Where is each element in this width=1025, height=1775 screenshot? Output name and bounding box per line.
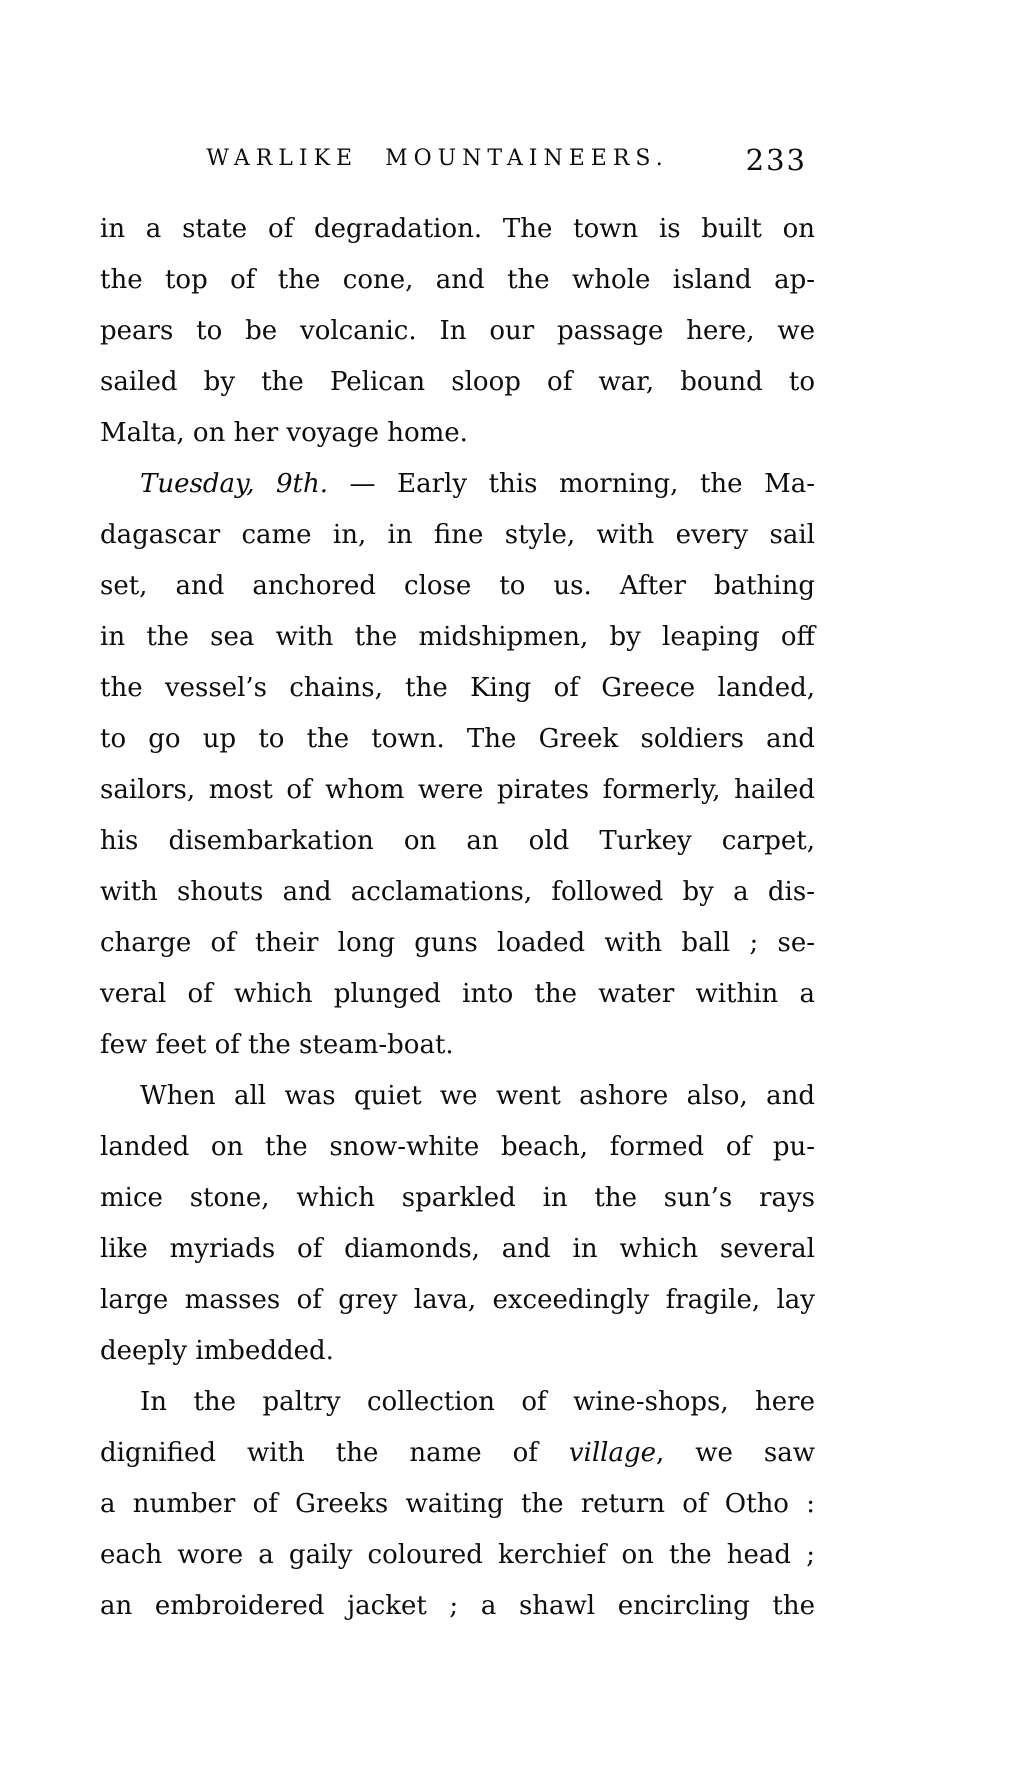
- text-line: [100, 255, 815, 306]
- text-run: — Early this morning, the Ma-: [328, 469, 815, 499]
- text-run: a number of Greeks waiting the return of Otho :: [100, 1489, 815, 1519]
- text-run: large masses of grey lava, exceedingly fragile, lay: [100, 1285, 815, 1315]
- text-run: few feet of the steam-boat.: [100, 1030, 454, 1060]
- text-run: pears to be volcanic. In our passage here, we: [100, 316, 815, 346]
- text-run: sailors, most of whom were pirates formerly, hailed: [100, 775, 815, 805]
- text-run: sailed by the Pelican sloop of war, bound to: [100, 367, 815, 397]
- text-line: [100, 204, 815, 255]
- text-line: [100, 357, 815, 408]
- text-column: [100, 204, 815, 1632]
- text-line: [100, 1275, 815, 1326]
- text-run: to go up to the town. The Greek soldiers and: [100, 724, 815, 754]
- text-line: [100, 1326, 815, 1377]
- text-run: veral of which plunged into the water within a: [100, 979, 815, 1009]
- text-line: [100, 459, 815, 510]
- page-number: 233: [745, 143, 807, 177]
- text-run: landed on the snow-white beach, formed of pu-: [100, 1132, 815, 1162]
- text-line: [100, 663, 815, 714]
- text-line: [100, 1530, 815, 1581]
- text-line: [100, 816, 815, 867]
- text-line: [100, 1377, 815, 1428]
- text-run: his disembarkation on an old Turkey carpet,: [100, 826, 815, 856]
- italic-text-run: village: [568, 1438, 657, 1468]
- text-run: , we saw: [656, 1438, 815, 1468]
- text-run: charge of their long guns loaded with ball ; se-: [100, 928, 815, 958]
- text-run: In the paltry collection of wine-shops, here: [140, 1387, 815, 1417]
- text-line: [100, 1479, 815, 1530]
- text-run: in the sea with the midshipmen, by leaping off: [100, 622, 815, 652]
- paragraph: [100, 1071, 815, 1377]
- paragraph: [100, 1377, 815, 1632]
- text-line: [100, 1071, 815, 1122]
- text-run: dagascar came in, in fine style, with every sail: [100, 520, 815, 550]
- paragraph: [100, 459, 815, 1071]
- text-run: with shouts and acclamations, followed by a dis-: [100, 877, 815, 907]
- paragraph: [100, 204, 815, 459]
- text-line: [100, 1428, 815, 1479]
- text-line: [100, 408, 815, 459]
- text-run: dignified with the name of: [100, 1438, 569, 1468]
- text-line: [100, 612, 815, 663]
- text-run: Malta, on her voyage home.: [100, 418, 468, 448]
- text-line: [100, 1020, 815, 1071]
- text-run: deeply imbedded.: [100, 1336, 334, 1366]
- text-run: the top of the cone, and the whole island ap-: [100, 265, 815, 295]
- text-line: [100, 969, 815, 1020]
- running-header: [100, 143, 815, 177]
- text-run: in a state of degradation. The town is built on: [100, 214, 815, 244]
- text-line: [100, 867, 815, 918]
- text-line: [100, 765, 815, 816]
- text-run: mice stone, which sparkled in the sun’s rays: [100, 1183, 815, 1213]
- text-run: set, and anchored close to us. After bathing: [100, 571, 815, 601]
- text-run: When all was quiet we went ashore also, and: [140, 1081, 815, 1111]
- text-run: the vessel’s chains, the King of Greece landed,: [100, 673, 815, 703]
- header-title: WARLIKE MOUNTAINEERS.: [206, 146, 669, 171]
- italic-text-run: Tuesday, 9th.: [140, 469, 329, 499]
- text-line: [100, 1122, 815, 1173]
- text-line: [100, 561, 815, 612]
- text-line: [100, 918, 815, 969]
- text-run: each wore a gaily coloured kerchief on the head ;: [100, 1540, 815, 1570]
- text-line: [100, 714, 815, 765]
- text-line: [100, 1581, 815, 1632]
- text-run: like myriads of diamonds, and in which several: [100, 1234, 815, 1264]
- text-line: [100, 510, 815, 561]
- text-line: [100, 306, 815, 357]
- text-line: [100, 1224, 815, 1275]
- text-line: [100, 1173, 815, 1224]
- text-run: an embroidered jacket ; a shawl encircling the: [100, 1591, 815, 1621]
